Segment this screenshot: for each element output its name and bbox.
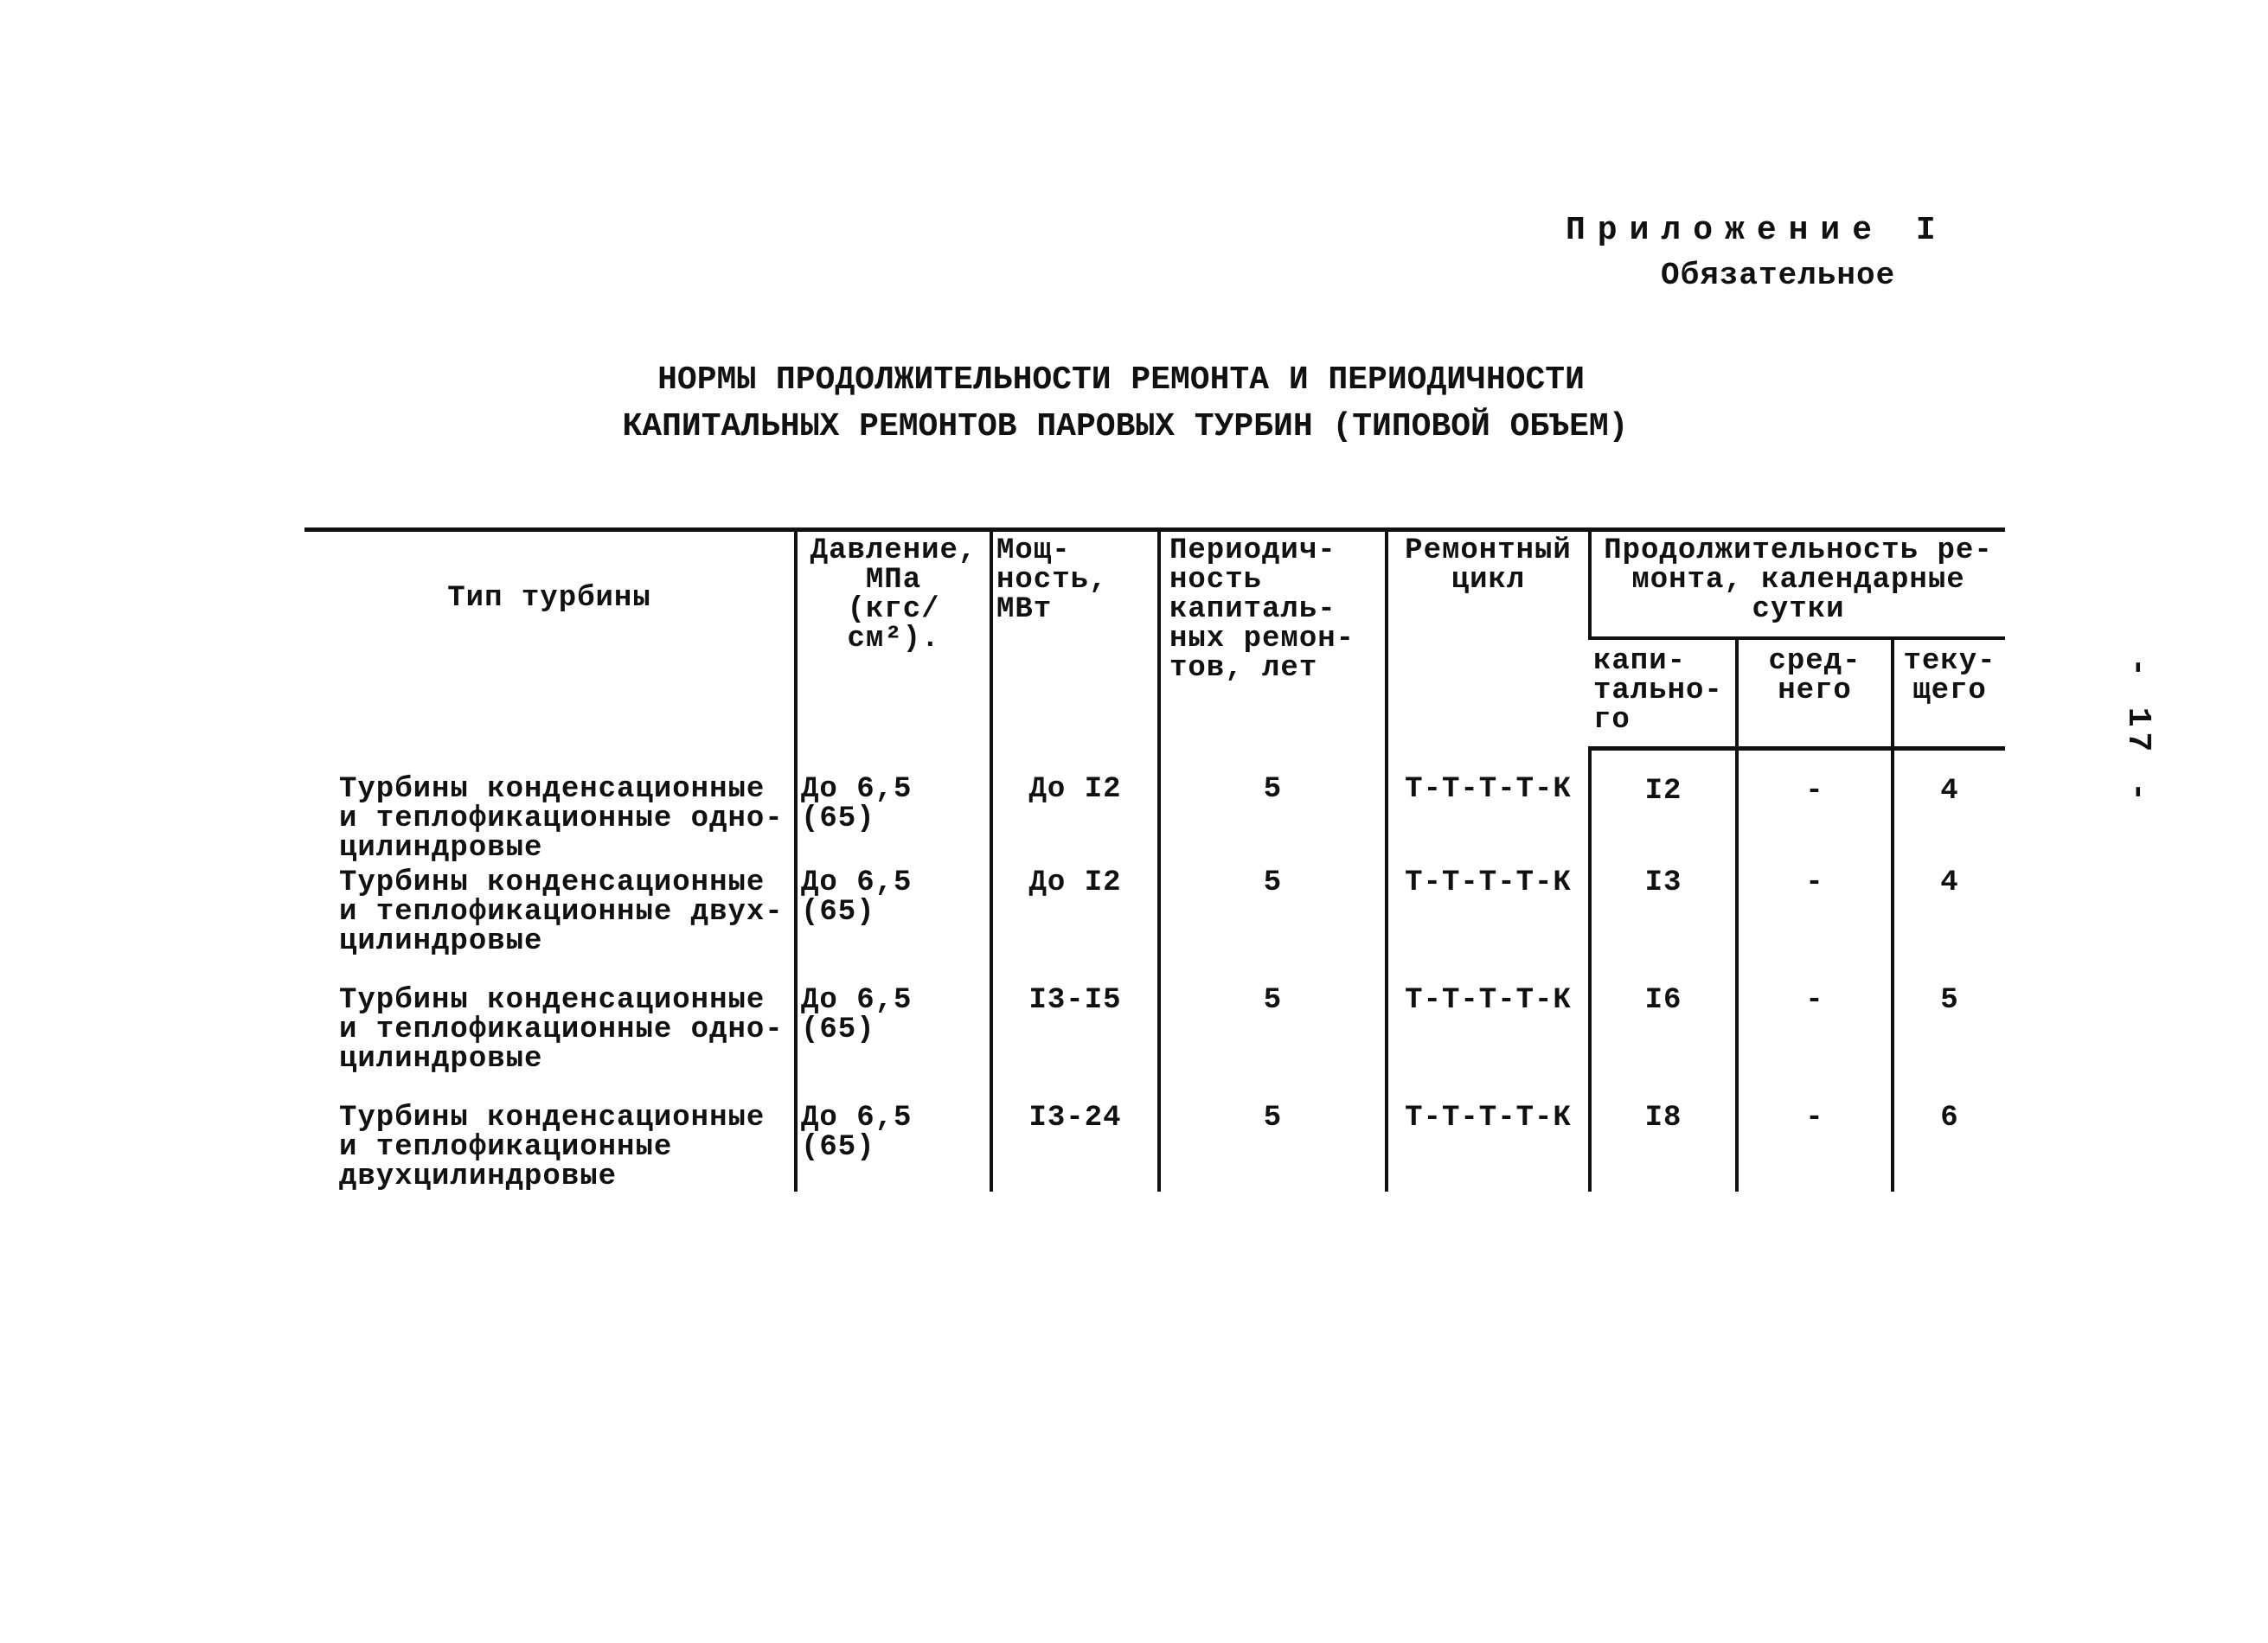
cell-period: 5 bbox=[1159, 986, 1387, 1103]
cell-medium: - bbox=[1737, 986, 1893, 1103]
table-row bbox=[304, 868, 2005, 986]
cell-current: 4 bbox=[1893, 749, 2005, 869]
col-header-power: Мощ- ность, МВт bbox=[991, 530, 1159, 749]
cell-cycle: Т-Т-Т-Т-К bbox=[1387, 749, 1590, 869]
cell-type: Турбины конденсационные и теплофикационные двух- цилиндровые bbox=[339, 866, 784, 958]
mandatory-label: Обязательное bbox=[1661, 258, 1896, 293]
cell-cycle: Т-Т-Т-Т-К bbox=[1387, 986, 1590, 1103]
cell-capital: I8 bbox=[1590, 1103, 1737, 1192]
col-header-current: теку- щего bbox=[1893, 638, 2005, 749]
cell-current: 4 bbox=[1893, 868, 2005, 986]
document-title-line2: КАПИТАЛЬНЫХ РЕМОНТОВ ПАРОВЫХ ТУРБИН (ТИПОВОЙ ОБЪЕМ) bbox=[622, 408, 1629, 445]
cell-capital: I3 bbox=[1590, 868, 1737, 986]
cell-power: I3-I5 bbox=[991, 986, 1159, 1103]
cell-medium: - bbox=[1737, 749, 1893, 869]
table-row bbox=[304, 986, 2005, 1103]
cell-cycle: Т-Т-Т-Т-К bbox=[1387, 1103, 1590, 1192]
cell-type: Турбины конденсационные и теплофикационные одно- цилиндровые bbox=[339, 984, 784, 1076]
cell-capital: I6 bbox=[1590, 986, 1737, 1103]
cell-period: 5 bbox=[1159, 749, 1387, 869]
document-title-line1: НОРМЫ ПРОДОЛЖИТЕЛЬНОСТИ РЕМОНТА И ПЕРИОДИЧНОСТИ bbox=[657, 361, 1585, 399]
cell-current: 6 bbox=[1893, 1103, 2005, 1192]
cell-capital: I2 bbox=[1590, 749, 1737, 869]
cell-power: До I2 bbox=[991, 868, 1159, 986]
cell-period: 5 bbox=[1159, 1103, 1387, 1192]
cell-pressure: До 6,5 (65) bbox=[796, 868, 991, 986]
cell-power: I3-24 bbox=[991, 1103, 1159, 1192]
cell-cycle: Т-Т-Т-Т-К bbox=[1387, 868, 1590, 986]
cell-pressure: До 6,5 (65) bbox=[796, 1103, 991, 1192]
col-header-type: Тип турбины bbox=[304, 530, 796, 749]
page-number: - 17 - bbox=[2118, 657, 2156, 807]
col-header-duration: Продолжительность ре- монта, календарные сутки bbox=[1590, 530, 2005, 638]
appendix-label: Приложение I bbox=[1566, 212, 1948, 249]
cell-current: 5 bbox=[1893, 986, 2005, 1103]
cell-type: Турбины конденсационные и теплофикационные одно- цилиндровые bbox=[339, 772, 784, 865]
norms-table bbox=[304, 527, 2005, 1192]
col-header-medium: сред- него bbox=[1737, 638, 1893, 749]
col-header-pressure: Давление, МПа (кгс/см²). bbox=[796, 530, 991, 749]
table-row bbox=[304, 749, 2005, 869]
cell-type: Турбины конденсационные и теплофикационные двухцилиндровые bbox=[339, 1102, 766, 1193]
cell-power: До I2 bbox=[991, 749, 1159, 869]
col-header-cycle: Ремонтный цикл bbox=[1387, 530, 1590, 749]
cell-pressure: До 6,5 (65) bbox=[796, 749, 991, 869]
col-header-period: Периодич- ность капиталь- ных ремон- тов, лет bbox=[1159, 530, 1387, 749]
table-row bbox=[304, 1103, 2005, 1192]
col-header-capital: капи- тально- го bbox=[1590, 638, 1737, 749]
cell-medium: - bbox=[1737, 868, 1893, 986]
cell-period: 5 bbox=[1159, 868, 1387, 986]
cell-medium: - bbox=[1737, 1103, 1893, 1192]
cell-pressure: До 6,5 (65) bbox=[796, 986, 991, 1103]
